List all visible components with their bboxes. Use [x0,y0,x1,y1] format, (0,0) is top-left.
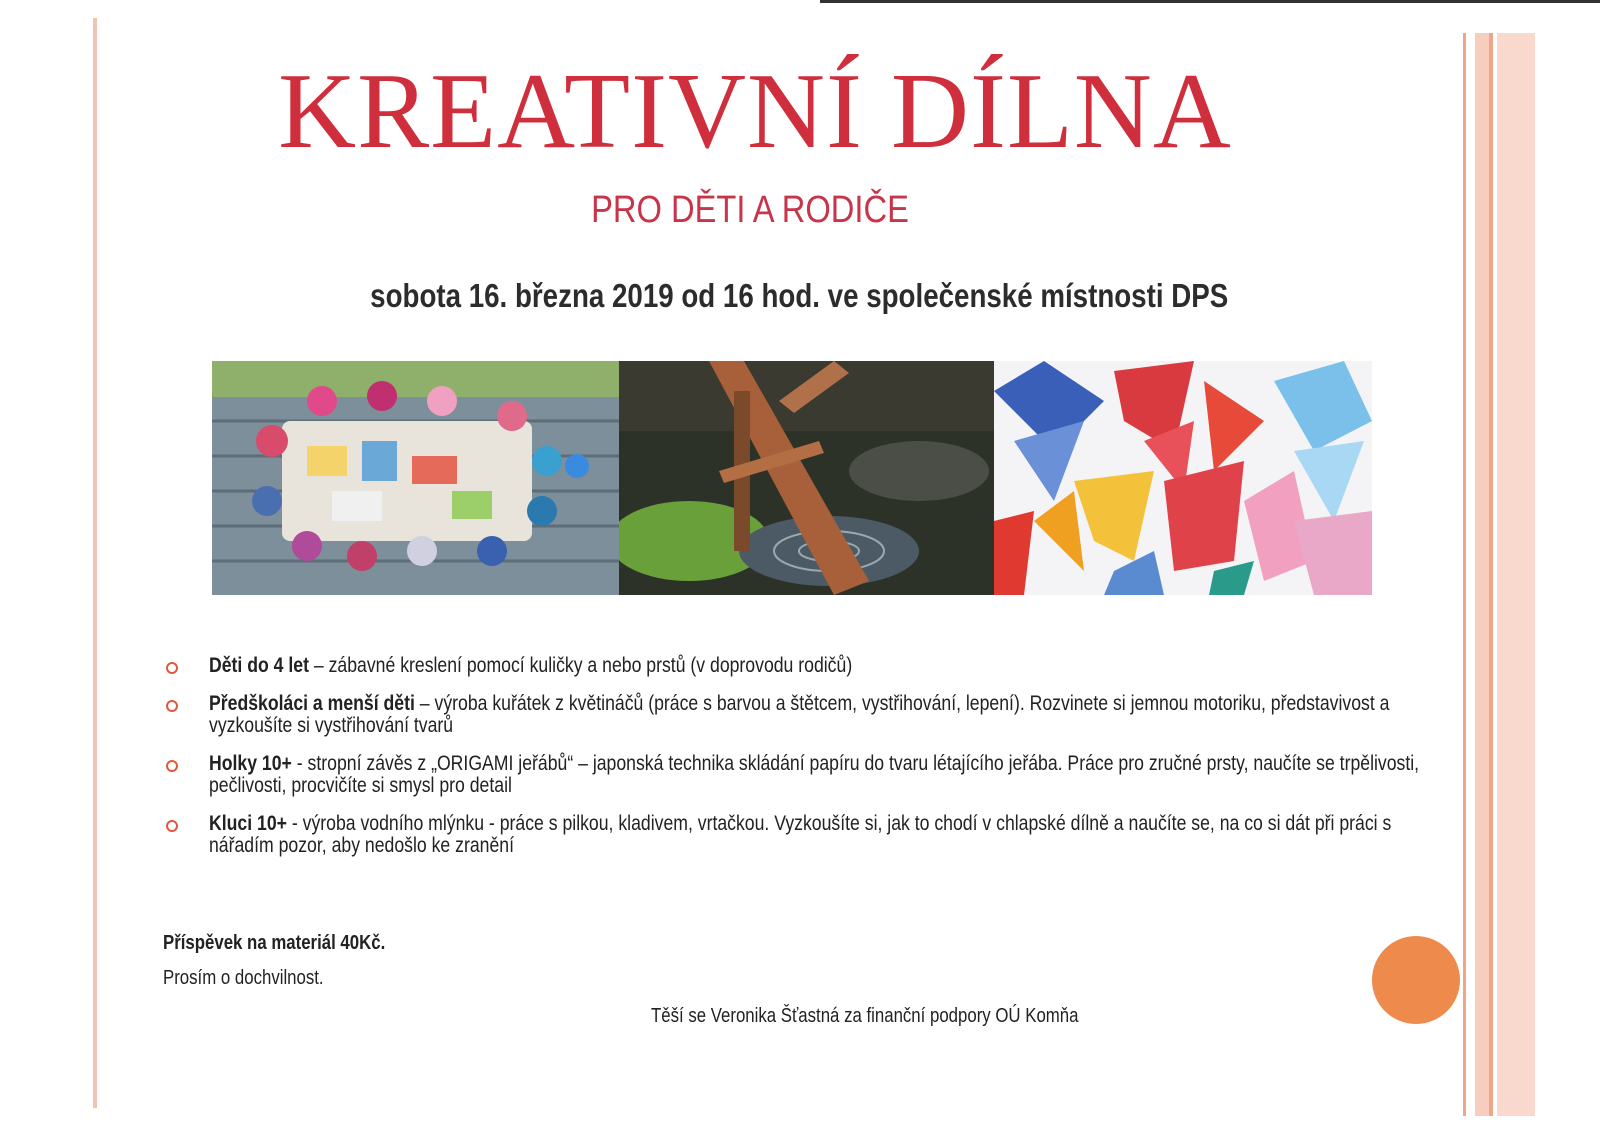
activity-description: - stropní závěs z „ORIGAMI jeřábů“ – japonská technika skládání papíru do tvaru létajícího jeřába. Práce pro zručné prsty, naučíte se trpělivosti, pečlivosti, procvičíte si smysl pro detail [209,752,1420,797]
list-item [165,655,1455,677]
punctuality-note: Prosím o dochvilnost. [163,967,324,989]
organizer-note: Těší se Veronika Šťastná za finanční podpory OÚ Komňa [651,1005,1079,1027]
left-border-line [93,18,97,1108]
origami-cranes-photo [994,361,1372,595]
activity-list [165,655,1455,873]
material-fee: Příspěvek na materiál 40Kč. [163,932,386,954]
list-item [165,693,1455,737]
activity-description: - výroba vodního mlýnku - práce s pilkou, kladivem, vrtačkou. Vyzkoušíte si, jak to chodí v chlapské dílně a naučíte se, na co si dát při práci s nářadím pozor, aby nedošlo ke zranění [209,812,1392,857]
event-date-line: sobota 16. března 2019 od 16 hod. ve společenské místnosti DPS [370,277,1229,314]
list-item [165,753,1455,797]
activity-name: Kluci 10+ [209,812,287,835]
circle-bullet-icon [166,820,178,832]
poster-subtitle: PRO DĚTI A RODIČE [591,189,909,231]
circle-bullet-icon [166,700,178,712]
water-mill-photo [619,361,994,595]
poster-title: KREATIVNÍ DÍLNA [278,52,1232,171]
list-item [165,813,1455,857]
activity-name: Předškoláci a menší děti [209,692,415,715]
activity-name: Děti do 4 let [209,654,309,677]
photo-strip [212,361,1372,595]
activity-name: Holky 10+ [209,752,292,775]
activity-description: – výroba kuřátek z květináčů (práce s barvou a štětcem, vystřihování, lepení). Rozvinete si jemnou motoriku, představivost a vyzkoušíte si vystřihování tvarů [209,692,1390,737]
circle-bullet-icon [166,662,178,674]
children-drawing-photo [212,361,619,595]
right-decorative-band [1463,33,1535,1116]
activity-description: – zábavné kreslení pomocí kuličky a nebo prstů (v doprovodu rodičů) [308,654,853,677]
scan-edge-line [820,0,1600,3]
circle-bullet-icon [166,760,178,772]
orange-circle-icon [1372,936,1460,1024]
